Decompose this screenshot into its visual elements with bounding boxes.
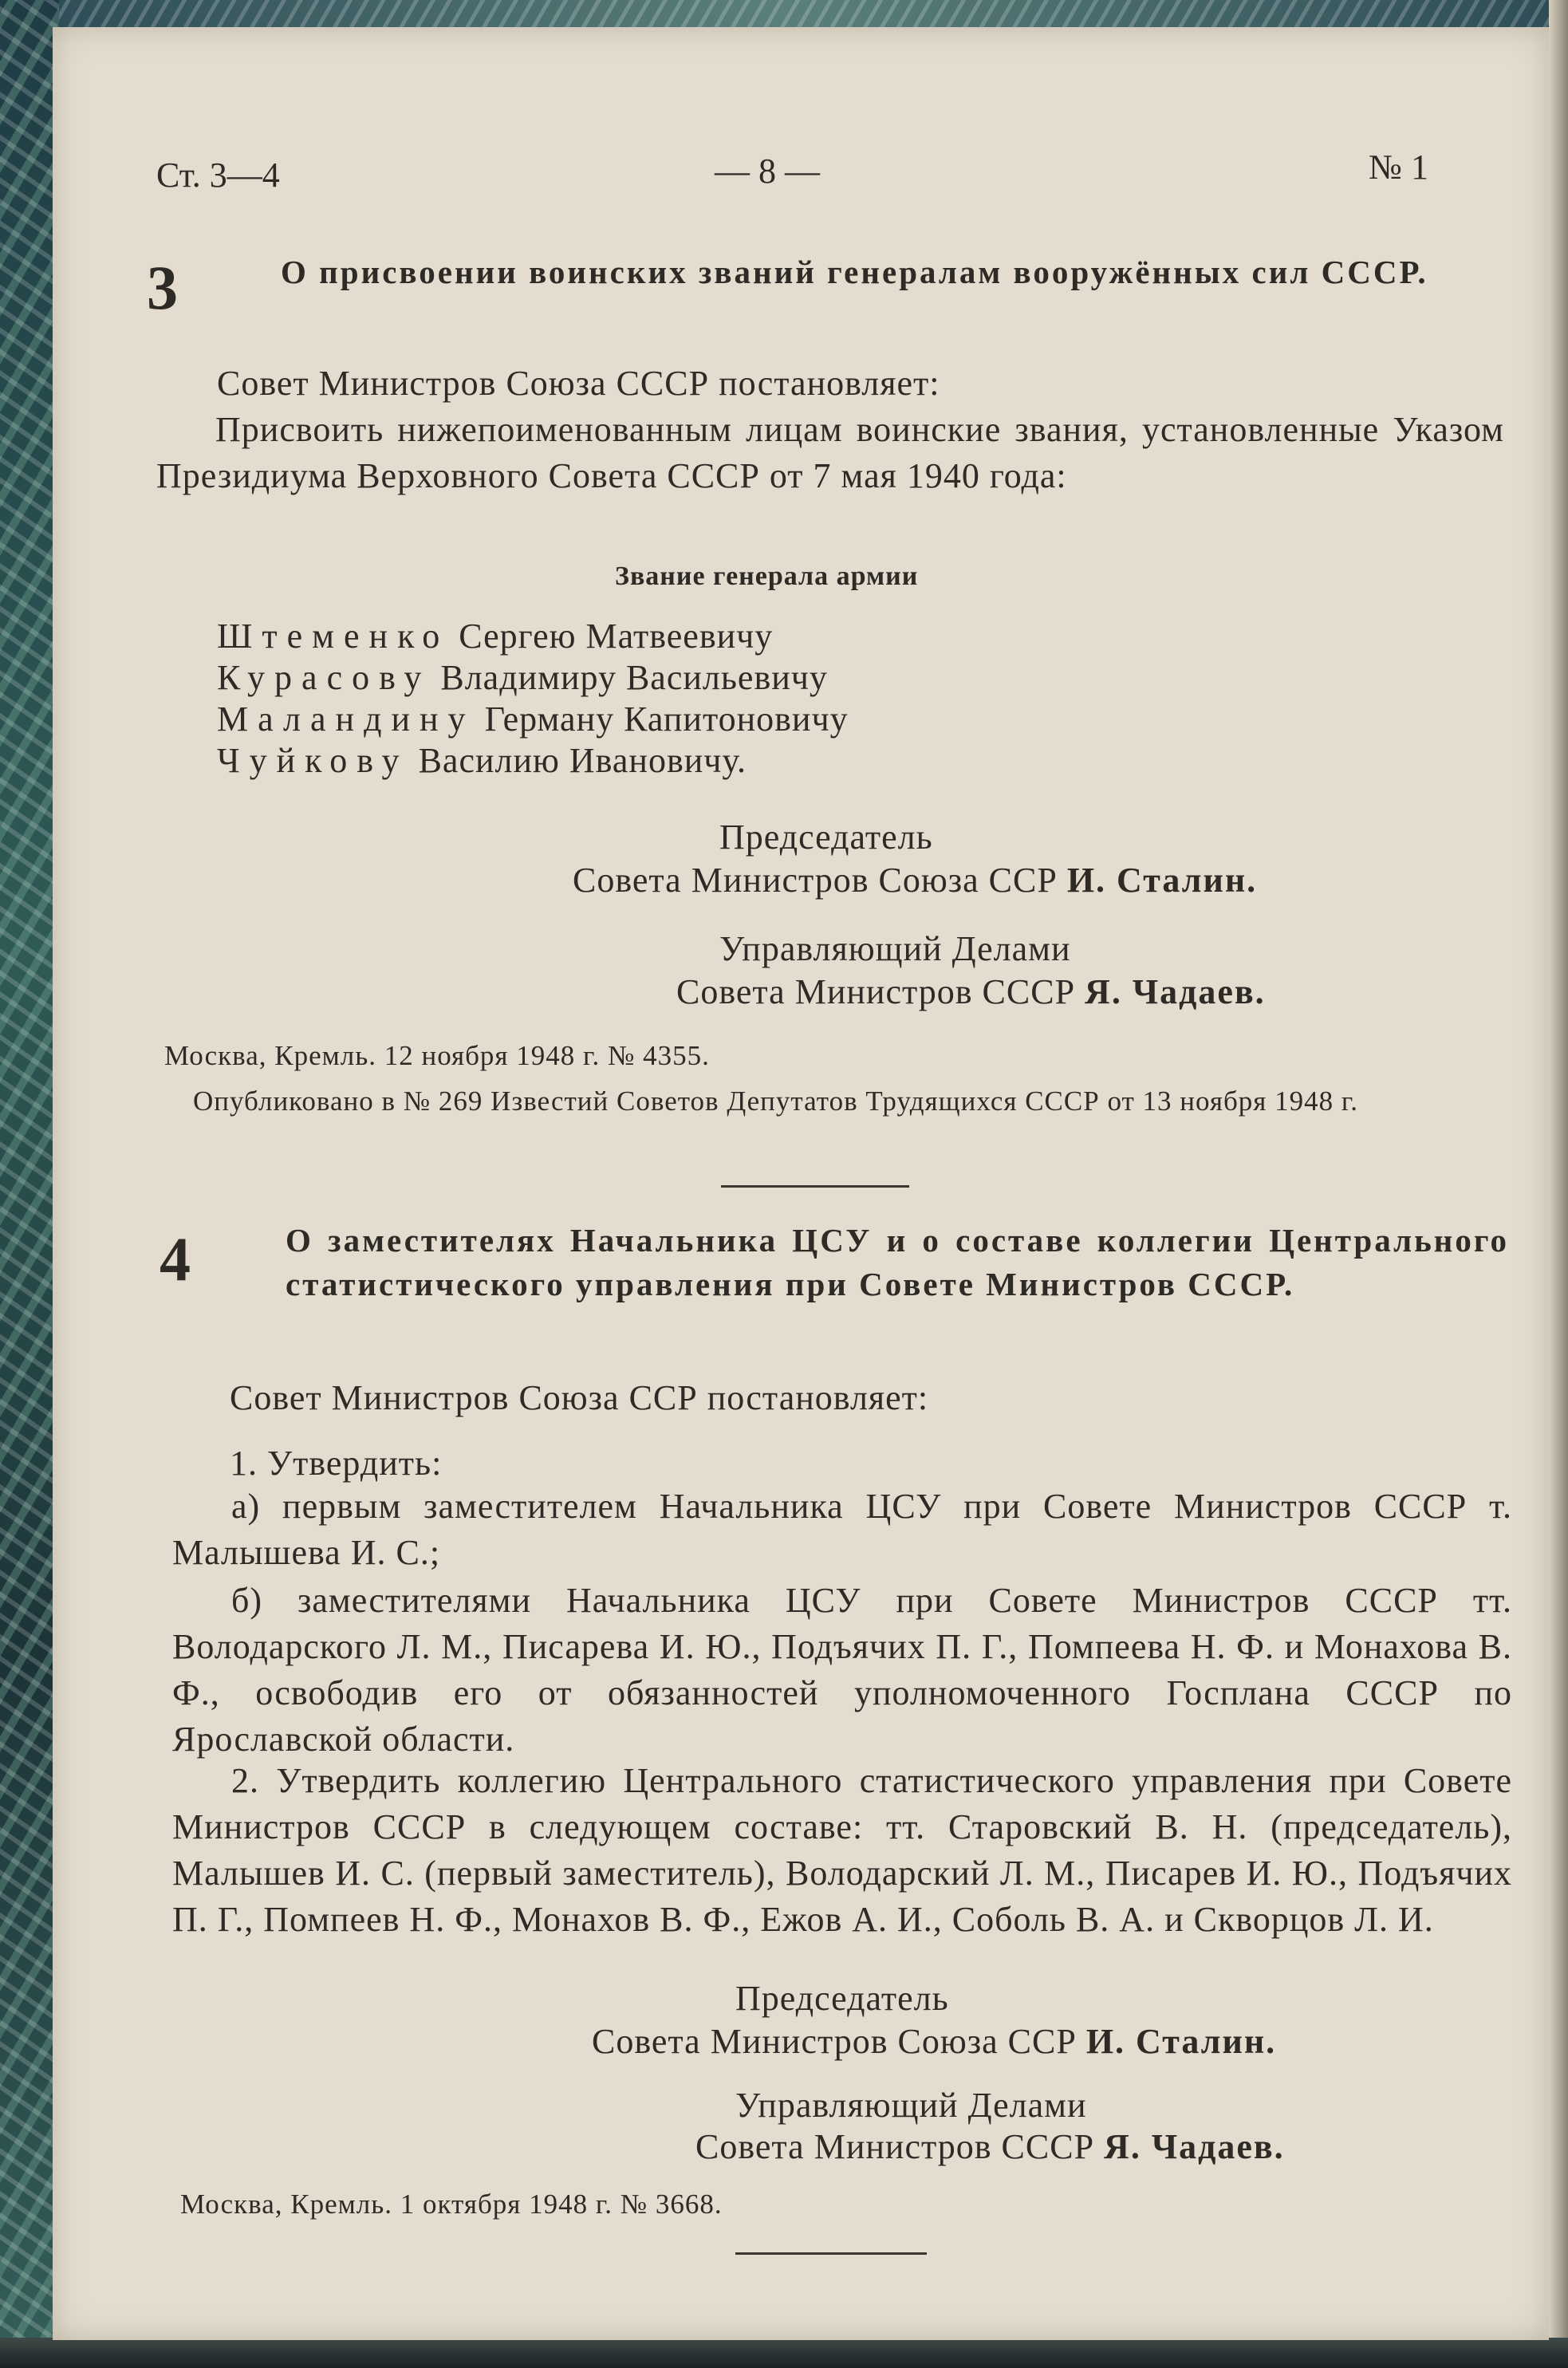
person-names: Сергею Матвеевичу (459, 617, 774, 656)
person-row (217, 657, 828, 698)
divider (735, 2252, 927, 2255)
article-4-chairman-title: Председатель (735, 1979, 949, 2018)
article-3-place-date: Москва, Кремль. 12 ноября 1948 г. № 4355. (164, 1040, 710, 1071)
manager-signature: Я. Чадаев. (1104, 2127, 1285, 2166)
header-issue-number: № 1 (1369, 148, 1428, 187)
article-3-body: Присвоить нижепоименованным лицам воинские звания, установленные Указом Президиума Верховного Совета СССР от 7 мая 1940 года: (156, 410, 1504, 495)
article-3-rank-heading: Звание генерала армии (615, 561, 919, 591)
person-surname: Маландину (217, 699, 475, 739)
article-4-place-date: Москва, Кремль. 1 октября 1948 г. № 3668. (180, 2189, 723, 2220)
article-4-chairman-line (592, 2021, 1276, 2062)
article-3-manager-line (676, 971, 1266, 1012)
article-3-chairman-title: Председатель (719, 818, 933, 857)
chairman-signature: И. Сталин. (1085, 2022, 1277, 2061)
article-4-item-1a: а) первым заместителем Начальника ЦСУ при Совете Министров СССР т. Малышева И. С.; (172, 1487, 1512, 1572)
person-row (217, 740, 747, 781)
person-names: Владимиру Васильевичу (440, 658, 828, 697)
article-4-item-2: 2. Утвердить коллегию Центрального статистического управления при Совете Министров СССР в следующем составе: тт. Старовский В. Н. (председатель), Малышев И. С. (первый заместитель), Володарский Л. М., Писарев И. Ю., Подъячих П. Г., Помпеев Н. Ф., Монахов В. Ф., Ежов А. И., Соболь В. А. и Скворцов Л. И. (172, 1761, 1512, 1939)
article-4-manager-title: Управляющий Делами (735, 2086, 1087, 2125)
article-3-title: О присвоении воинских званий генералам вооружённых сил СССР. (281, 254, 1428, 290)
book-cover-left (0, 0, 59, 2368)
article-4-item-1b: б) заместителями Начальника ЦСУ при Совете Министров СССР тт. Володарского Л. М., Писарева И. Ю., Подъячих П. Г., Помпеева Н. Ф. и Монахова В. Ф., освободив его от обязанностей уполномоченного Госплана СССР по Ярославской области. (172, 1581, 1512, 1759)
header-page-number: — 8 — (715, 152, 820, 191)
person-names: Василию Ивановичу. (418, 741, 747, 780)
header-article-range: Ст. 3—4 (156, 156, 280, 195)
person-row (217, 699, 849, 739)
book-cover-right (1549, 0, 1568, 2368)
article-4-manager-line (695, 2126, 1285, 2167)
article-4-number: 4 (160, 1224, 191, 1294)
chairman-signature: И. Сталин. (1066, 861, 1258, 900)
person-row (217, 616, 773, 656)
article-3-chairman-line (573, 860, 1257, 900)
manager-org: Совета Министров СССР (695, 2127, 1095, 2166)
article-4-preamble: Совет Министров Союза ССР постановляет: (230, 1378, 929, 1417)
article-4-title: О заместителях Начальника ЦСУ и о составе коллегии Центрального статистического управления при Совете Министров СССР. (286, 1222, 1509, 1302)
book-cover-bottom (0, 2338, 1568, 2368)
person-surname: Курасову (217, 658, 431, 697)
document-page (53, 27, 1549, 2340)
chairman-org: Совета Министров Союза ССР (573, 861, 1058, 900)
article-4-item-1-label: 1. Утвердить: (230, 1444, 443, 1483)
chairman-org: Совета Министров Союза ССР (592, 2022, 1077, 2061)
manager-signature: Я. Чадаев. (1085, 972, 1266, 1011)
manager-org: Совета Министров СССР (676, 972, 1076, 1011)
divider (721, 1185, 909, 1188)
person-surname: Штеменко (217, 617, 450, 656)
person-names: Герману Капитоновичу (484, 699, 849, 739)
person-surname: Чуйкову (217, 741, 409, 780)
article-3-manager-title: Управляющий Делами (719, 929, 1071, 968)
article-3-publication-note: Опубликовано в № 269 Известий Советов Депутатов Трудящихся СССР от 13 ноября 1948 г. (193, 1085, 1359, 1117)
article-3-preamble: Совет Министров Союза СССР постановляет: (217, 364, 940, 403)
article-3-number: 3 (147, 253, 178, 322)
